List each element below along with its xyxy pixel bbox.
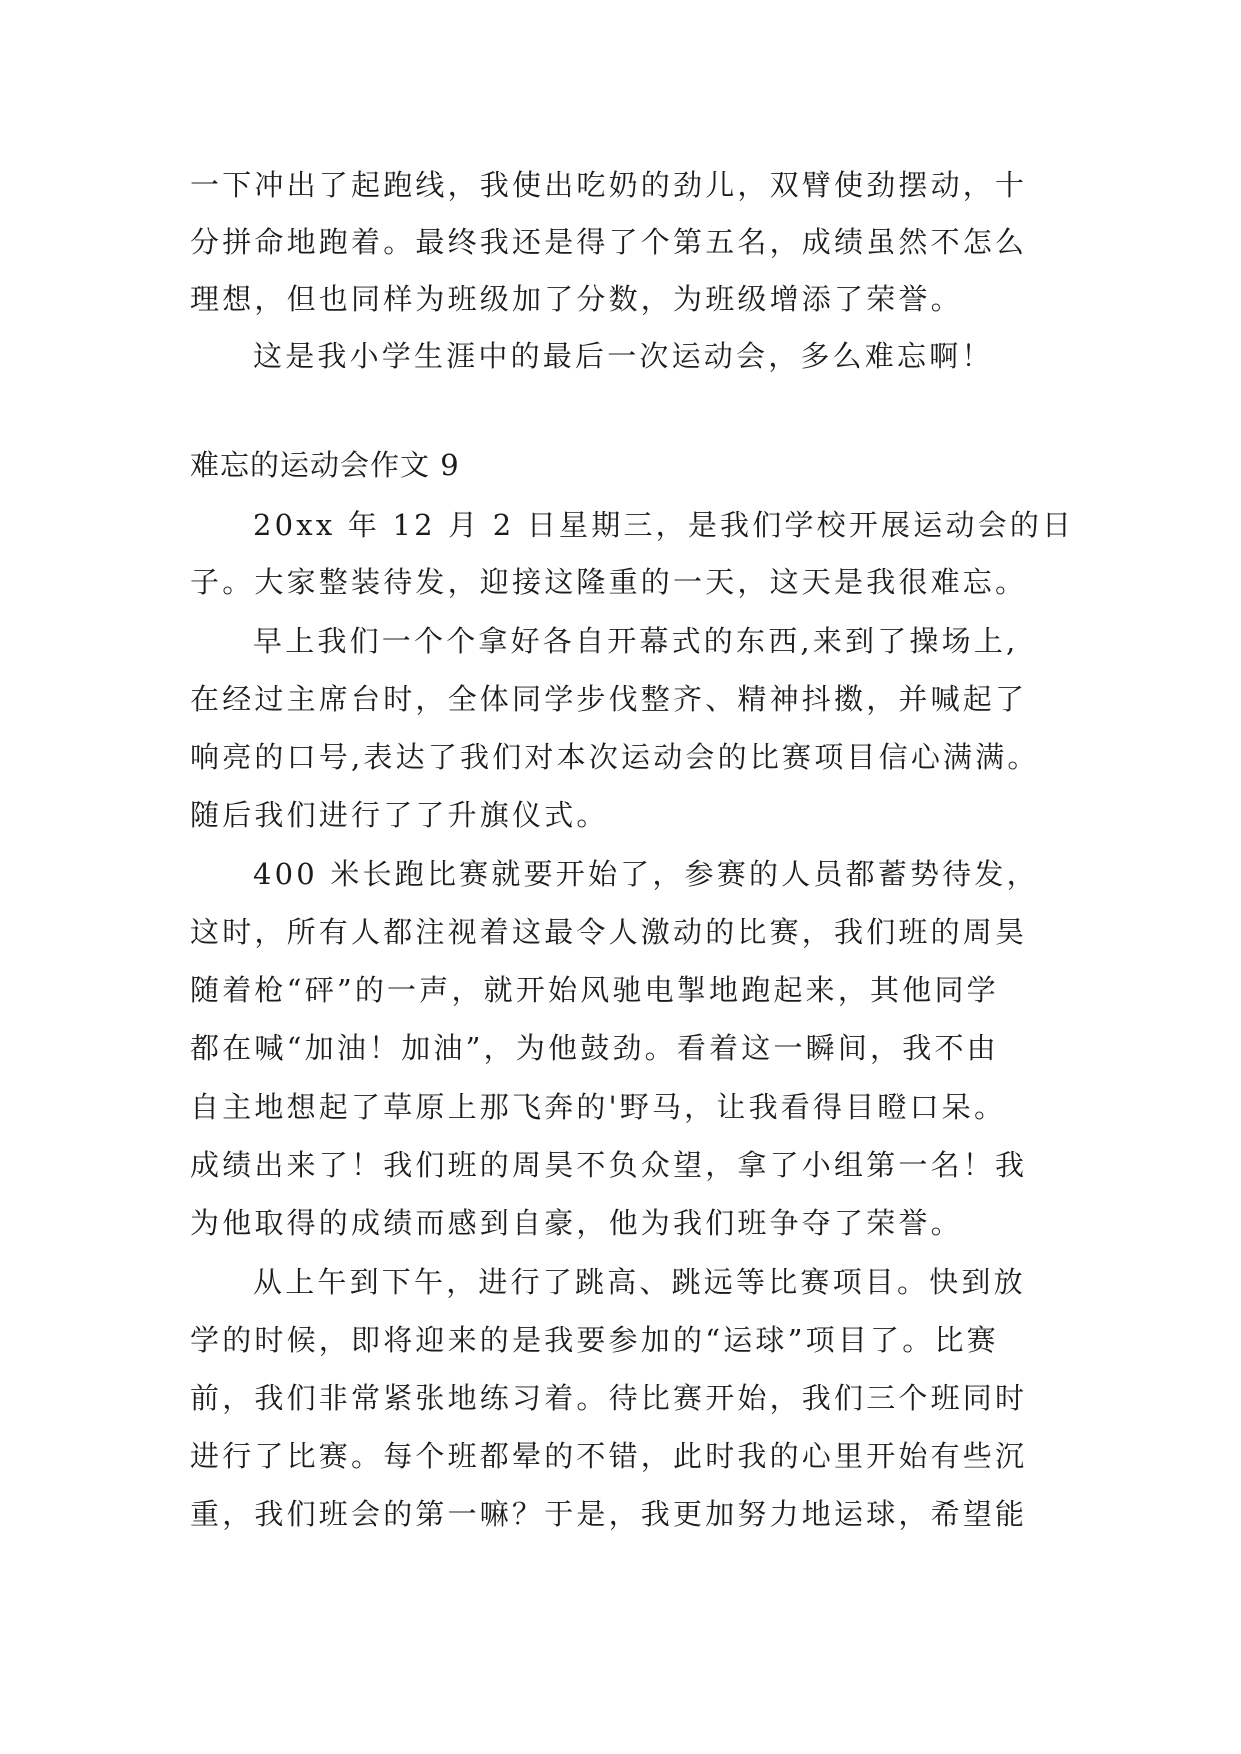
text-line: 成绩出来了！我们班的周昊不负众望，拿了小组第一名！我 [190,1148,1028,1182]
text-line: 重，我们班会的第一嘛？于是，我更加努力地运球，希望能 [190,1497,1028,1531]
text-line: 400 米长跑比赛就要开始了，参赛的人员都蓄势待发， [253,857,1039,891]
text-line: 响亮的口号,表达了我们对本次运动会的比赛项目信心满满。 [190,740,1040,774]
text-line: 都在喊“加油！加油”，为他鼓劲。看着这一瞬间，我不由 [190,1031,999,1065]
text-line: 子。大家整装待发，迎接这隆重的一天，这天是我很难忘。 [190,565,1028,599]
text-line: 学的时候，即将迎来的是我要参加的“运球”项目了。比赛 [190,1323,999,1357]
section-heading: 难忘的运动会作文 9 [190,448,460,482]
text-line: 早上我们一个个拿好各自开幕式的东西,来到了操场上, [253,624,1019,658]
text-line: 一下冲出了起跑线，我使出吃奶的劲儿，双臂使劲摆动，十 [190,168,1028,202]
text-line: 随着枪“砰”的一声，就开始风驰电掣地跑起来，其他同学 [190,973,999,1007]
text-line: 随后我们进行了了升旗仪式。 [190,798,609,832]
text-line: 前，我们非常紧张地练习着。待比赛开始，我们三个班同时 [190,1381,1028,1415]
text-line: 为他取得的成绩而感到自豪，他为我们班争夺了荣誉。 [190,1206,963,1240]
text-line: 在经过主席台时，全体同学步伐整齐、精神抖擞，并喊起了 [190,682,1028,716]
text-line: 自主地想起了草原上那飞奔的'野马，让我看得目瞪口呆。 [190,1090,1007,1124]
text-line: 20xx 年 12 月 2 日星期三，是我们学校开展运动会的日 [253,508,1075,542]
text-line: 进行了比赛。每个班都晕的不错，此时我的心里开始有些沉 [190,1439,1028,1473]
text-line: 从上午到下午，进行了跳高、跳远等比赛项目。快到放 [253,1265,1026,1299]
text-line: 分拼命地跑着。最终我还是得了个第五名，成绩虽然不怎么 [190,225,1028,259]
text-line: 这是我小学生涯中的最后一次运动会，多么难忘啊！ [253,339,994,373]
text-line: 理想，但也同样为班级加了分数，为班级增添了荣誉。 [190,282,963,316]
text-line: 这时，所有人都注视着这最令人激动的比赛，我们班的周昊 [190,915,1028,949]
